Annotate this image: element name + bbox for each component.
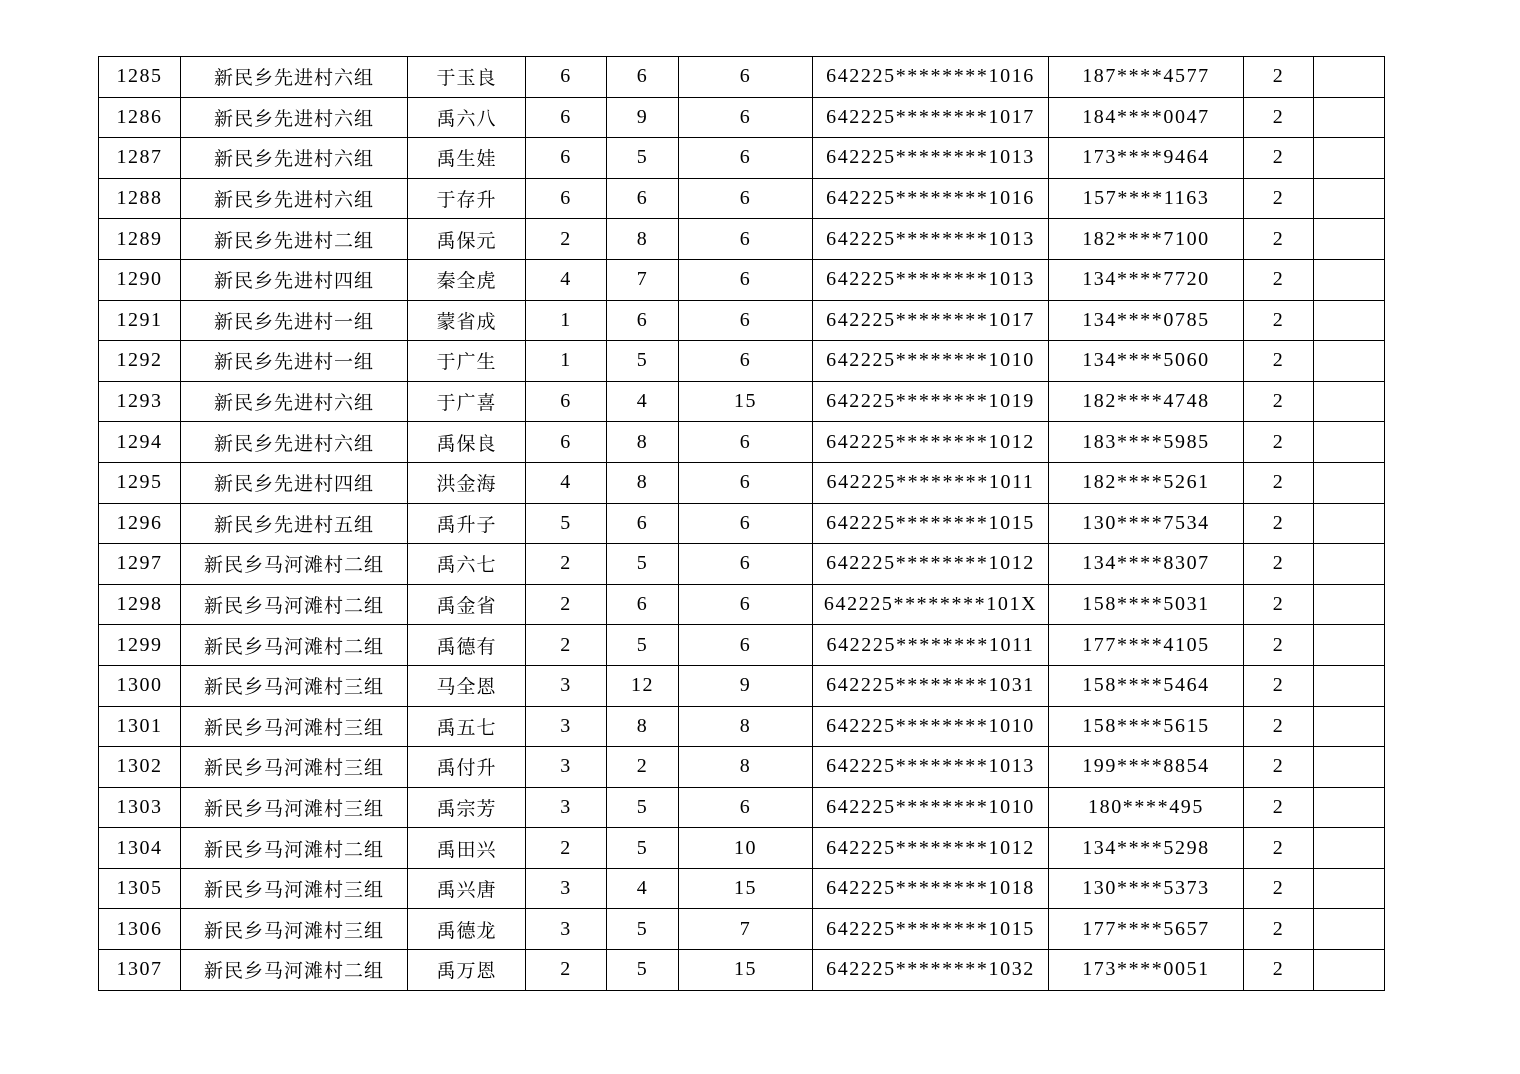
id-number-cell: 642225********1019 xyxy=(813,381,1049,422)
value-b-cell: 7 xyxy=(607,259,679,300)
value-b-cell: 5 xyxy=(607,828,679,869)
remarks-cell xyxy=(1314,259,1385,300)
phone-cell: 199****8854 xyxy=(1049,747,1244,788)
value-a-cell: 6 xyxy=(526,178,607,219)
value-c-cell: 6 xyxy=(679,97,813,138)
serial-number-cell: 1305 xyxy=(99,868,181,909)
value-a-cell: 5 xyxy=(526,503,607,544)
value-b-cell: 6 xyxy=(607,57,679,98)
table-row xyxy=(99,828,1385,869)
value-a-cell: 4 xyxy=(526,462,607,503)
name-cell: 于广生 xyxy=(408,341,526,382)
name-cell: 于广喜 xyxy=(408,381,526,422)
id-number-cell: 642225********1010 xyxy=(813,341,1049,382)
phone-cell: 134****5298 xyxy=(1049,828,1244,869)
remarks-cell xyxy=(1314,747,1385,788)
value-d-cell: 2 xyxy=(1244,950,1314,991)
value-c-cell: 8 xyxy=(679,747,813,788)
value-c-cell: 6 xyxy=(679,625,813,666)
serial-number-cell: 1292 xyxy=(99,341,181,382)
serial-number-cell: 1287 xyxy=(99,138,181,179)
name-cell: 禹万恩 xyxy=(408,950,526,991)
value-c-cell: 6 xyxy=(679,503,813,544)
value-a-cell: 3 xyxy=(526,787,607,828)
value-b-cell: 5 xyxy=(607,138,679,179)
value-c-cell: 15 xyxy=(679,950,813,991)
value-c-cell: 6 xyxy=(679,462,813,503)
phone-cell: 187****4577 xyxy=(1049,57,1244,98)
phone-cell: 184****0047 xyxy=(1049,97,1244,138)
value-d-cell: 2 xyxy=(1244,300,1314,341)
remarks-cell xyxy=(1314,57,1385,98)
serial-number-cell: 1288 xyxy=(99,178,181,219)
id-number-cell: 642225********1012 xyxy=(813,828,1049,869)
value-b-cell: 6 xyxy=(607,584,679,625)
value-a-cell: 2 xyxy=(526,625,607,666)
id-number-cell: 642225********1015 xyxy=(813,909,1049,950)
id-number-cell: 642225********1015 xyxy=(813,503,1049,544)
value-a-cell: 6 xyxy=(526,381,607,422)
value-d-cell: 2 xyxy=(1244,828,1314,869)
value-a-cell: 2 xyxy=(526,950,607,991)
address-cell: 新民乡马河滩村三组 xyxy=(181,909,408,950)
serial-number-cell: 1295 xyxy=(99,462,181,503)
table-row xyxy=(99,341,1385,382)
value-c-cell: 6 xyxy=(679,584,813,625)
value-c-cell: 6 xyxy=(679,259,813,300)
address-cell: 新民乡先进村一组 xyxy=(181,341,408,382)
table-row xyxy=(99,97,1385,138)
name-cell: 禹六七 xyxy=(408,544,526,585)
value-d-cell: 2 xyxy=(1244,909,1314,950)
remarks-cell xyxy=(1314,909,1385,950)
value-b-cell: 6 xyxy=(607,178,679,219)
serial-number-cell: 1296 xyxy=(99,503,181,544)
serial-number-cell: 1302 xyxy=(99,747,181,788)
table-row xyxy=(99,422,1385,463)
value-b-cell: 12 xyxy=(607,665,679,706)
serial-number-cell: 1303 xyxy=(99,787,181,828)
id-number-cell: 642225********1013 xyxy=(813,138,1049,179)
address-cell: 新民乡先进村六组 xyxy=(181,381,408,422)
value-a-cell: 6 xyxy=(526,57,607,98)
value-c-cell: 6 xyxy=(679,787,813,828)
name-cell: 禹宗芳 xyxy=(408,787,526,828)
remarks-cell xyxy=(1314,341,1385,382)
value-b-cell: 4 xyxy=(607,381,679,422)
remarks-cell xyxy=(1314,300,1385,341)
address-cell: 新民乡马河滩村二组 xyxy=(181,828,408,869)
phone-cell: 182****7100 xyxy=(1049,219,1244,260)
phone-cell: 130****7534 xyxy=(1049,503,1244,544)
name-cell: 禹保良 xyxy=(408,422,526,463)
remarks-cell xyxy=(1314,462,1385,503)
serial-number-cell: 1286 xyxy=(99,97,181,138)
serial-number-cell: 1294 xyxy=(99,422,181,463)
value-b-cell: 5 xyxy=(607,341,679,382)
serial-number-cell: 1306 xyxy=(99,909,181,950)
table-row xyxy=(99,381,1385,422)
table-body xyxy=(99,57,1385,991)
value-a-cell: 2 xyxy=(526,828,607,869)
id-number-cell: 642225********1011 xyxy=(813,625,1049,666)
phone-cell: 183****5985 xyxy=(1049,422,1244,463)
id-number-cell: 642225********1013 xyxy=(813,219,1049,260)
phone-cell: 173****0051 xyxy=(1049,950,1244,991)
serial-number-cell: 1293 xyxy=(99,381,181,422)
value-b-cell: 4 xyxy=(607,868,679,909)
address-cell: 新民乡马河滩村三组 xyxy=(181,706,408,747)
id-number-cell: 642225********1031 xyxy=(813,665,1049,706)
value-d-cell: 2 xyxy=(1244,665,1314,706)
address-cell: 新民乡马河滩村三组 xyxy=(181,787,408,828)
address-cell: 新民乡先进村六组 xyxy=(181,178,408,219)
records-table xyxy=(98,56,1385,991)
table-row xyxy=(99,178,1385,219)
value-b-cell: 9 xyxy=(607,97,679,138)
remarks-cell xyxy=(1314,625,1385,666)
value-d-cell: 2 xyxy=(1244,706,1314,747)
id-number-cell: 642225********1017 xyxy=(813,300,1049,341)
value-b-cell: 5 xyxy=(607,950,679,991)
name-cell: 禹保元 xyxy=(408,219,526,260)
name-cell: 于存升 xyxy=(408,178,526,219)
value-c-cell: 7 xyxy=(679,909,813,950)
remarks-cell xyxy=(1314,422,1385,463)
value-b-cell: 8 xyxy=(607,462,679,503)
value-a-cell: 1 xyxy=(526,341,607,382)
value-c-cell: 6 xyxy=(679,219,813,260)
name-cell: 蒙省成 xyxy=(408,300,526,341)
id-number-cell: 642225********1010 xyxy=(813,706,1049,747)
value-c-cell: 6 xyxy=(679,300,813,341)
serial-number-cell: 1304 xyxy=(99,828,181,869)
table-row xyxy=(99,950,1385,991)
value-a-cell: 2 xyxy=(526,584,607,625)
id-number-cell: 642225********1012 xyxy=(813,544,1049,585)
value-d-cell: 2 xyxy=(1244,178,1314,219)
value-d-cell: 2 xyxy=(1244,97,1314,138)
value-d-cell: 2 xyxy=(1244,341,1314,382)
name-cell: 禹田兴 xyxy=(408,828,526,869)
phone-cell: 182****4748 xyxy=(1049,381,1244,422)
value-a-cell: 3 xyxy=(526,665,607,706)
value-d-cell: 2 xyxy=(1244,747,1314,788)
value-b-cell: 8 xyxy=(607,219,679,260)
remarks-cell xyxy=(1314,950,1385,991)
value-a-cell: 3 xyxy=(526,868,607,909)
id-number-cell: 642225********101X xyxy=(813,584,1049,625)
value-a-cell: 3 xyxy=(526,706,607,747)
address-cell: 新民乡马河滩村二组 xyxy=(181,584,408,625)
phone-cell: 157****1163 xyxy=(1049,178,1244,219)
value-a-cell: 6 xyxy=(526,422,607,463)
phone-cell: 130****5373 xyxy=(1049,868,1244,909)
phone-cell: 134****5060 xyxy=(1049,341,1244,382)
value-c-cell: 9 xyxy=(679,665,813,706)
remarks-cell xyxy=(1314,665,1385,706)
table-row xyxy=(99,219,1385,260)
table-row xyxy=(99,584,1385,625)
remarks-cell xyxy=(1314,828,1385,869)
name-cell: 禹德龙 xyxy=(408,909,526,950)
value-d-cell: 2 xyxy=(1244,503,1314,544)
address-cell: 新民乡马河滩村三组 xyxy=(181,747,408,788)
value-a-cell: 6 xyxy=(526,97,607,138)
address-cell: 新民乡先进村二组 xyxy=(181,219,408,260)
address-cell: 新民乡先进村六组 xyxy=(181,138,408,179)
value-a-cell: 4 xyxy=(526,259,607,300)
address-cell: 新民乡先进村四组 xyxy=(181,462,408,503)
table-row xyxy=(99,868,1385,909)
address-cell: 新民乡马河滩村二组 xyxy=(181,950,408,991)
id-number-cell: 642225********1017 xyxy=(813,97,1049,138)
value-b-cell: 5 xyxy=(607,544,679,585)
value-d-cell: 2 xyxy=(1244,462,1314,503)
phone-cell: 158****5464 xyxy=(1049,665,1244,706)
value-d-cell: 2 xyxy=(1244,787,1314,828)
phone-cell: 134****0785 xyxy=(1049,300,1244,341)
value-c-cell: 15 xyxy=(679,868,813,909)
table-row xyxy=(99,503,1385,544)
value-b-cell: 5 xyxy=(607,909,679,950)
value-d-cell: 2 xyxy=(1244,625,1314,666)
serial-number-cell: 1299 xyxy=(99,625,181,666)
value-c-cell: 10 xyxy=(679,828,813,869)
name-cell: 禹六八 xyxy=(408,97,526,138)
serial-number-cell: 1301 xyxy=(99,706,181,747)
value-b-cell: 6 xyxy=(607,503,679,544)
value-c-cell: 8 xyxy=(679,706,813,747)
table-row xyxy=(99,57,1385,98)
address-cell: 新民乡先进村五组 xyxy=(181,503,408,544)
phone-cell: 158****5031 xyxy=(1049,584,1244,625)
remarks-cell xyxy=(1314,381,1385,422)
phone-cell: 182****5261 xyxy=(1049,462,1244,503)
table-row xyxy=(99,259,1385,300)
value-d-cell: 2 xyxy=(1244,381,1314,422)
remarks-cell xyxy=(1314,219,1385,260)
address-cell: 新民乡先进村四组 xyxy=(181,259,408,300)
value-b-cell: 6 xyxy=(607,300,679,341)
id-number-cell: 642225********1010 xyxy=(813,787,1049,828)
name-cell: 禹金省 xyxy=(408,584,526,625)
value-b-cell: 8 xyxy=(607,422,679,463)
id-number-cell: 642225********1012 xyxy=(813,422,1049,463)
value-c-cell: 6 xyxy=(679,422,813,463)
address-cell: 新民乡马河滩村三组 xyxy=(181,868,408,909)
address-cell: 新民乡先进村六组 xyxy=(181,57,408,98)
name-cell: 马全恩 xyxy=(408,665,526,706)
value-c-cell: 6 xyxy=(679,341,813,382)
value-d-cell: 2 xyxy=(1244,57,1314,98)
table-row xyxy=(99,544,1385,585)
table-row xyxy=(99,665,1385,706)
value-a-cell: 6 xyxy=(526,138,607,179)
id-number-cell: 642225********1018 xyxy=(813,868,1049,909)
value-a-cell: 3 xyxy=(526,747,607,788)
remarks-cell xyxy=(1314,544,1385,585)
id-number-cell: 642225********1011 xyxy=(813,462,1049,503)
phone-cell: 177****4105 xyxy=(1049,625,1244,666)
value-b-cell: 2 xyxy=(607,747,679,788)
remarks-cell xyxy=(1314,584,1385,625)
phone-cell: 134****8307 xyxy=(1049,544,1244,585)
name-cell: 禹付升 xyxy=(408,747,526,788)
serial-number-cell: 1298 xyxy=(99,584,181,625)
address-cell: 新民乡先进村六组 xyxy=(181,422,408,463)
phone-cell: 177****5657 xyxy=(1049,909,1244,950)
value-c-cell: 6 xyxy=(679,544,813,585)
serial-number-cell: 1300 xyxy=(99,665,181,706)
value-c-cell: 6 xyxy=(679,138,813,179)
remarks-cell xyxy=(1314,503,1385,544)
name-cell: 秦全虎 xyxy=(408,259,526,300)
remarks-cell xyxy=(1314,868,1385,909)
address-cell: 新民乡马河滩村二组 xyxy=(181,625,408,666)
phone-cell: 134****7720 xyxy=(1049,259,1244,300)
phone-cell: 158****5615 xyxy=(1049,706,1244,747)
name-cell: 禹生娃 xyxy=(408,138,526,179)
value-a-cell: 3 xyxy=(526,909,607,950)
value-c-cell: 15 xyxy=(679,381,813,422)
value-d-cell: 2 xyxy=(1244,138,1314,179)
table-row xyxy=(99,300,1385,341)
value-d-cell: 2 xyxy=(1244,544,1314,585)
id-number-cell: 642225********1013 xyxy=(813,259,1049,300)
remarks-cell xyxy=(1314,97,1385,138)
table-row xyxy=(99,138,1385,179)
value-d-cell: 2 xyxy=(1244,219,1314,260)
value-b-cell: 5 xyxy=(607,625,679,666)
name-cell: 禹五七 xyxy=(408,706,526,747)
table-row xyxy=(99,625,1385,666)
serial-number-cell: 1307 xyxy=(99,950,181,991)
table-row xyxy=(99,747,1385,788)
phone-cell: 173****9464 xyxy=(1049,138,1244,179)
name-cell: 禹升子 xyxy=(408,503,526,544)
table-row xyxy=(99,909,1385,950)
name-cell: 禹德有 xyxy=(408,625,526,666)
remarks-cell xyxy=(1314,178,1385,219)
phone-cell: 180****495 xyxy=(1049,787,1244,828)
address-cell: 新民乡马河滩村二组 xyxy=(181,544,408,585)
value-a-cell: 1 xyxy=(526,300,607,341)
address-cell: 新民乡马河滩村三组 xyxy=(181,665,408,706)
value-a-cell: 2 xyxy=(526,544,607,585)
remarks-cell xyxy=(1314,706,1385,747)
table-row xyxy=(99,787,1385,828)
table-row xyxy=(99,462,1385,503)
name-cell: 于玉良 xyxy=(408,57,526,98)
value-c-cell: 6 xyxy=(679,57,813,98)
value-b-cell: 5 xyxy=(607,787,679,828)
serial-number-cell: 1285 xyxy=(99,57,181,98)
address-cell: 新民乡先进村六组 xyxy=(181,97,408,138)
value-c-cell: 6 xyxy=(679,178,813,219)
name-cell: 洪金海 xyxy=(408,462,526,503)
serial-number-cell: 1291 xyxy=(99,300,181,341)
remarks-cell xyxy=(1314,787,1385,828)
table-row xyxy=(99,706,1385,747)
value-b-cell: 8 xyxy=(607,706,679,747)
serial-number-cell: 1290 xyxy=(99,259,181,300)
id-number-cell: 642225********1016 xyxy=(813,178,1049,219)
value-d-cell: 2 xyxy=(1244,259,1314,300)
value-d-cell: 2 xyxy=(1244,422,1314,463)
address-cell: 新民乡先进村一组 xyxy=(181,300,408,341)
serial-number-cell: 1297 xyxy=(99,544,181,585)
id-number-cell: 642225********1013 xyxy=(813,747,1049,788)
id-number-cell: 642225********1032 xyxy=(813,950,1049,991)
name-cell: 禹兴唐 xyxy=(408,868,526,909)
remarks-cell xyxy=(1314,138,1385,179)
value-a-cell: 2 xyxy=(526,219,607,260)
value-d-cell: 2 xyxy=(1244,868,1314,909)
value-d-cell: 2 xyxy=(1244,584,1314,625)
id-number-cell: 642225********1016 xyxy=(813,57,1049,98)
serial-number-cell: 1289 xyxy=(99,219,181,260)
